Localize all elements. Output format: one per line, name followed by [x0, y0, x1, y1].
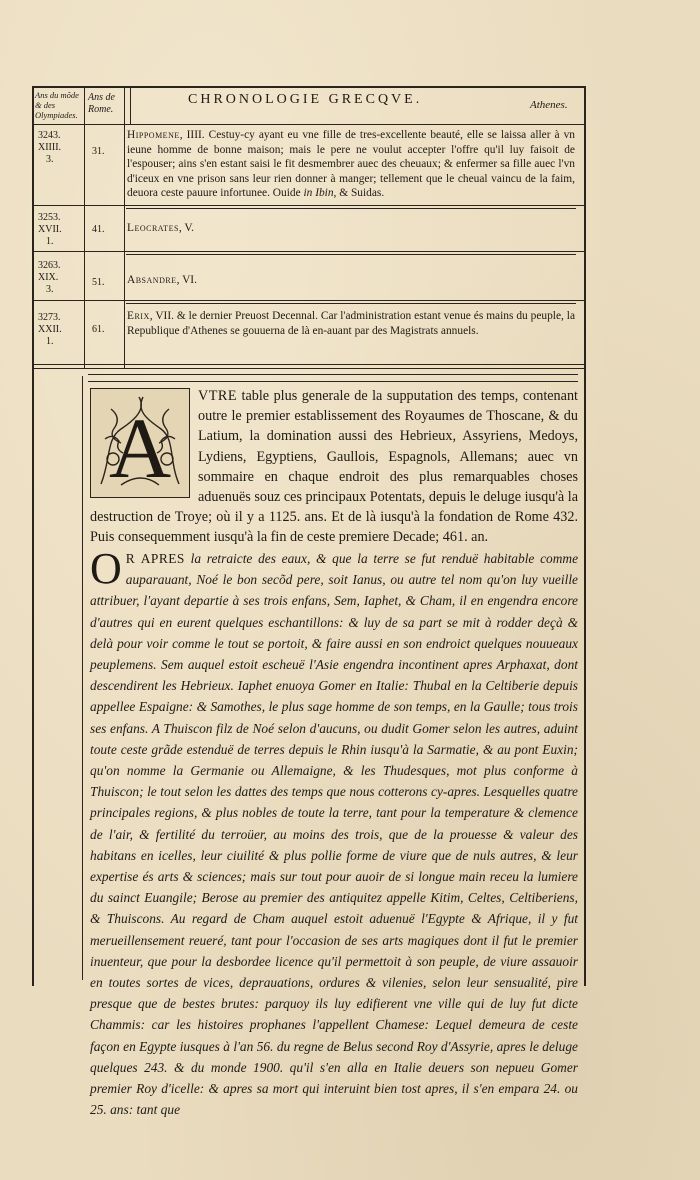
row-rule-inner	[126, 303, 576, 304]
entry-name: Erix	[127, 310, 150, 322]
row-olympiad	[38, 312, 82, 348]
olympiad-year: 3.	[46, 154, 54, 165]
paragraph-text: la retraicte des eaux, & que la terre se fut renduë habitable comme auparauant, Noé le bon secõd pere, soit Ianus, ou autre tel nom qu'on luy vueille attribuer, l'ayant departie à ses trois enfans, Sem, Iaphet, & Cham, il en engendra encore d'autres qui en eurent quelques eschantillons: & luy de sa part se mit à rodder deçà & delà pour voir comme le tout se portoit, & faire aussi en son endroict quelques nouueaux peuplemens. Sem auquel estoit escheuë l'Asie engendra incontinent apres Arphaxat, dont descendirent les Hebrieux. Iaphet enuoya Gomer en Italie: Thubal en la Celtiberie depuis appellee Espaigne: & Samothes, le plus sage homme de son temps, en la Gaulle; tous trois ses enfans. A Thuiscon filz de Noé selon d'aucuns, ou dudit Gomer selon les autres, aduint toute ceste grãde estenduë de terres depuis le Rhin iusqu'à la Sarmatie, & au pont Euxin; qu'on nomme la Germanie ou Allemaigne, & les Thudesques, mot plus conforme à Thuiscon; le tout selon les dattes des temps que nous cotterons cy-apres. Lesquelles quatre principales regions, & plus nobles de toute la terre, tant pour la temperature & clemence de l'air, & fertilité du terroüer, au moins des trois, que de la prouesse & valeur des habitans en icelles, leur ciuilité & plus pollie forme de viure que de nuls autres, & leur expertise és arts & sciences; mais sur tout pour auoir de si longue main receu la lumiere du sainct Euangile; Berose au premier des antiquitez appelle Kitim, Celtes, Celtiberiens, & Thuiscons. Au regard de Cham auquel estoit aduenuë l'Egypte & Afrique, il y fut merueillensement reueré, tant pour l'occasion de ses arts magiques dont il fut le premier inuenteur, que pour la desbordee licence qu'il permettoit à son peuple, de viure assauoir en toutes sortes de vices, deprauations, ordures & vilenies, selon leur sensualité, pire presque que de bestes brutes: parquoy ils luy edifierent vne ville qui de luy fut dicte Chammis: car les histoires prophanes l'appellent Chamese: Lequel demeura de ceste façon en Egypte iusques à l'an 56. du regne de Belus second Roy d'Assyrie, apres le deluge quelques 243. & du monde 1900. qu'il s'en alla en Italie deuers son nepueu Gomer premier Roy d'icelle: & apres sa mort qui interuint bien tost apres, il s'en empara 24. ou 25. ans: tant que	[90, 551, 579, 1118]
table-row-entry	[127, 221, 575, 236]
entry-text: , IIII. Cestuy-cy ayant eu vne fille de tres-excellente beauté, elle se laissa aller à vn ieune homme de bonne maison; mais le pere ne voulut accepter l'offre qu'il luy faisoit de l'espouser; ains s'en estant saisi le fit desmembrer auec des cheuaux; & enfermer sa fille auec l'vn d'iceux en vne prison sans leur rien donner à manger; tellement que le cheual vaincu de la faim, deuora ceste pauure infortunee. Ouide	[127, 129, 575, 200]
entry-text: , V.	[178, 222, 195, 234]
rome-column-header: Ans de Rome.	[88, 92, 115, 115]
entry-name: Hippomene	[127, 129, 180, 141]
olympiad-year: 3.	[46, 284, 54, 295]
table-row-entry	[127, 128, 575, 201]
ornament-band	[88, 374, 578, 382]
row-rule	[32, 300, 586, 301]
entry-name: Leocrates	[127, 222, 179, 234]
olympiad-column-rule	[84, 86, 85, 368]
dropcap-letter: O	[90, 544, 122, 593]
year-world: 3273.	[38, 312, 61, 323]
entry-name: Absandre	[127, 274, 177, 286]
olympiad-year: 1.	[46, 336, 54, 347]
year-world: 3263.	[38, 260, 61, 271]
right-border	[584, 86, 586, 986]
table-row-entry	[127, 309, 575, 338]
section-title: Athenes.	[530, 99, 568, 111]
table-row-entry	[127, 273, 575, 288]
top-border	[32, 86, 586, 88]
row-olympiad	[38, 260, 82, 296]
main-paragraph	[90, 544, 579, 1120]
row-olympiad	[38, 130, 82, 166]
olympiad-column-header: Ans du mõde & des Olympiades.	[35, 90, 79, 120]
row-rule-inner	[126, 208, 576, 209]
lead-word: VTRE	[198, 388, 238, 404]
table-bottom-rule	[32, 368, 586, 369]
header-rule	[32, 124, 586, 125]
intro-paragraph	[90, 386, 578, 548]
row-rome-year: 61.	[92, 324, 105, 335]
row-rome-year: 51.	[92, 277, 105, 288]
paragraph-text: table plus generale de la supputation des temps, contenant outre le premier establissement des Royaumes de Thoscane, & du Latium, la domination aussi des Hebrieux, Assyriens, Medoys, Lydiens, Egyptiens, Gaullois, Espagnols, Allemans; auec vn sommaire en chaque endroit des plus remarquables choses aduenuës souz ces principaux Potentats, depuis le deluge iusqu'à la destruction de Troye; où il y a 1125. ans. Et de là iusqu'à la fondation de Rome 432. Puis consequemment iusqu'à la fin de ceste premiere Decade; 461. an.	[90, 388, 579, 546]
olympiad-number: XXII.	[38, 324, 62, 335]
left-border	[32, 86, 34, 986]
row-rome-year: 41.	[92, 224, 105, 235]
source-italic: in Ibin,	[303, 187, 337, 200]
olympiad-number: XIIII.	[38, 142, 62, 153]
row-olympiad	[38, 212, 82, 248]
row-rule	[32, 364, 586, 365]
floral-ornament-icon	[91, 389, 189, 497]
header-divider	[130, 88, 131, 124]
ornate-dropcap	[90, 388, 190, 498]
entry-text: , VII. & le dernier Preuost Decennal. Car l'administration estant venue és mains du peuple, la Republique d'Athenes se gouuerna de là en-auant par des Magistrats annuels.	[127, 310, 575, 337]
text-margin-rule	[82, 376, 83, 980]
source-tail: & Suidas.	[336, 187, 385, 200]
olympiad-number: XVII.	[38, 224, 62, 235]
dropcap-letter: A	[108, 400, 172, 496]
year-world: 3253.	[38, 212, 61, 223]
row-rule-inner	[126, 254, 576, 255]
lead-word: R APRES	[125, 551, 185, 566]
olympiad-number: XIX.	[38, 272, 59, 283]
olympiad-year: 1.	[46, 236, 54, 247]
entry-text: , VI.	[176, 274, 197, 286]
row-rule	[32, 251, 586, 252]
page-title: CHRONOLOGIE GRECQVE.	[188, 92, 423, 107]
row-rule	[32, 205, 586, 206]
year-world: 3243.	[38, 130, 61, 141]
row-rome-year: 31.	[92, 146, 105, 157]
rome-column-rule	[124, 86, 125, 368]
